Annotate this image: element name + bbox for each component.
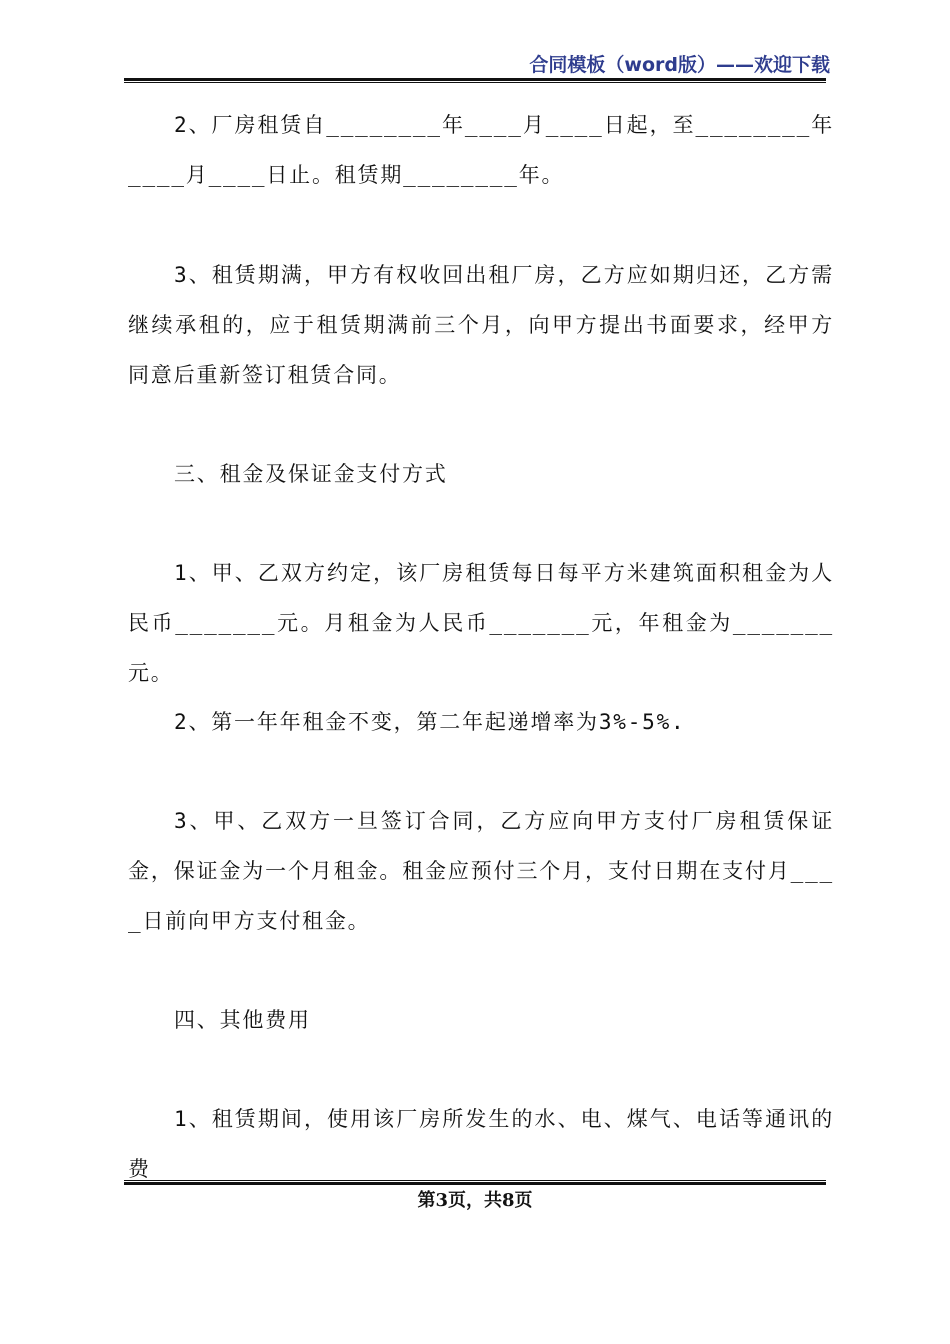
clause-utilities: 1、租赁期间，使用该厂房所发生的水、电、煤气、电话等通讯的费 — [128, 1107, 834, 1181]
clause-deposit: 3、甲、乙双方一旦签订合同，乙方应向甲方支付厂房租赁保证金，保证金为一个月租金。租金应预付三个月，支付日期在支付月____日前向甲方支付租金。 — [128, 809, 834, 933]
header-title: 合同模板（word版）——欢迎下载 — [529, 54, 830, 76]
clause-lease-term: 2、厂房租赁自________年____月____日起，至________年____月____日止。租赁期________年。 — [128, 113, 834, 187]
clause-rent-amount: 1、甲、乙双方约定，该厂房租赁每日每平方米建筑面积租金为人民币_______元。月租金为人民币_______元，年租金为_______元。 — [128, 561, 834, 685]
clause-lease-expiry: 3、租赁期满，甲方有权收回出租厂房，乙方应如期归还，乙方需继续承租的，应于租赁期满前三个月，向甲方提出书面要求，经甲方同意后重新签订租赁合同。 — [128, 263, 834, 387]
header-rule — [124, 78, 826, 83]
page-number: 第3页，共8页 — [417, 1190, 533, 1211]
clause-rent-increase: 2、第一年年租金不变，第二年起递增率为3%-5%. — [174, 710, 686, 734]
section-heading-other-fees: 四、其他费用 — [174, 1008, 311, 1032]
footer-rule — [124, 1180, 826, 1185]
section-heading-rent: 三、租金及保证金支付方式 — [174, 462, 448, 486]
